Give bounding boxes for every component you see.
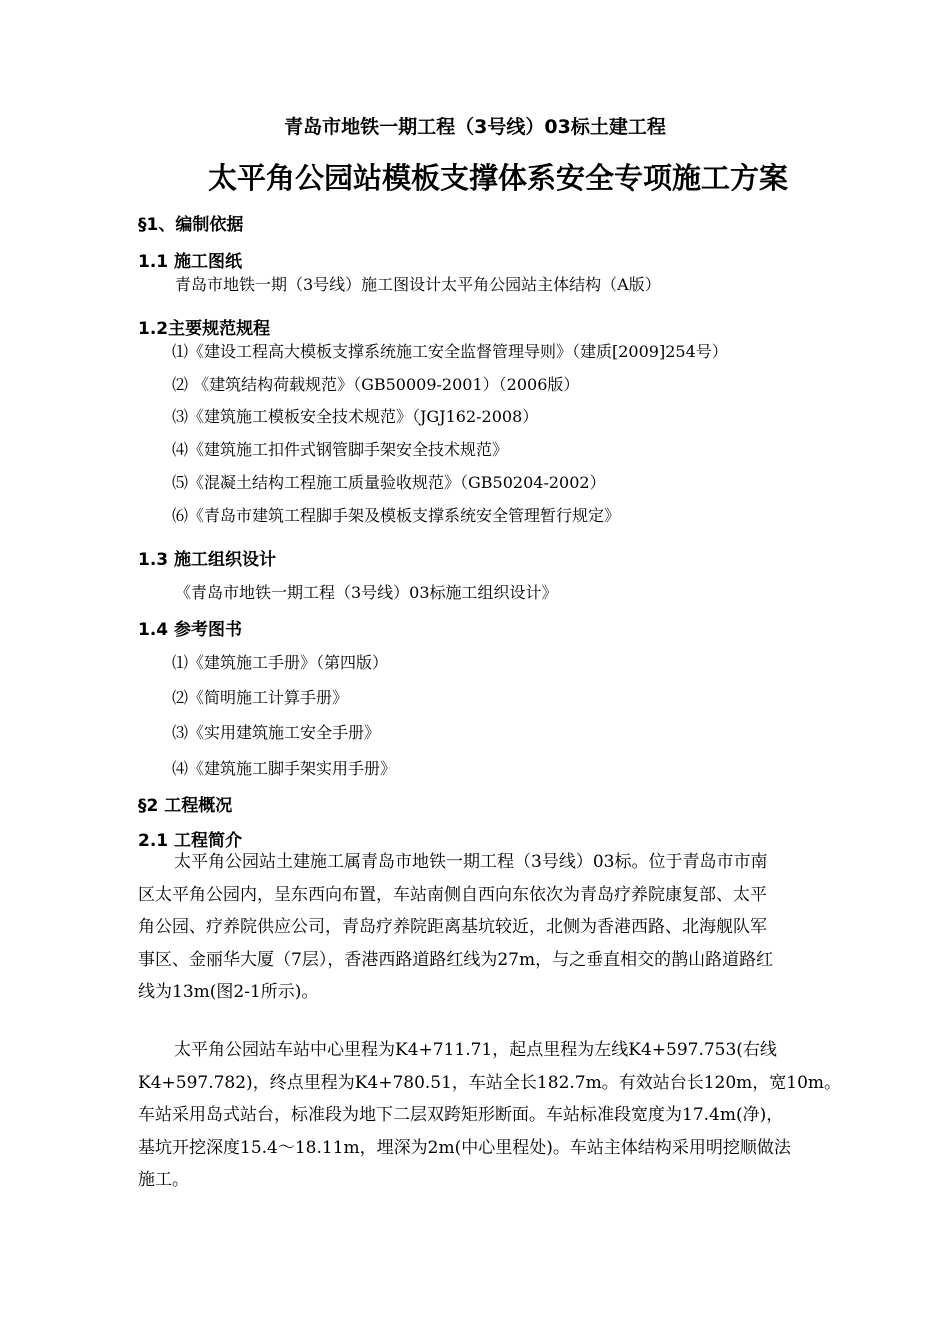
list-item: ⑵ 《建筑结构荷载规范》（GB50009-2001）（2006版） (172, 375, 580, 394)
list-item: ⑸《混凝土结构工程施工质量验收规范》（GB50204-2002） (172, 473, 606, 492)
list-item: ⑷《建筑施工扣件式钢管脚手架安全技术规范》 (172, 440, 509, 459)
list-item: ⑹《青岛市建筑工程脚手架及模板支撑系统安全管理暂行规定》 (172, 506, 621, 525)
document-title: 太平角公园站模板支撑体系安全专项施工方案 (207, 161, 788, 195)
section-1-2-heading: 1.2主要规范规程 (138, 319, 271, 339)
project-intro-paragraph-1 (138, 846, 858, 1009)
section-2-heading: §2 工程概况 (138, 796, 233, 816)
section-1-3-heading: 1.3 施工组织设计 (138, 550, 277, 570)
drawing-reference-text: 青岛市地铁一期（3号线）施工图设计太平角公园站主体结构（A版） (175, 275, 661, 294)
section-1-heading: §1、编制依据 (138, 215, 244, 235)
construction-design-text: 《青岛市地铁一期工程（3号线）03标施工组织设计》 (175, 583, 558, 602)
section-1-4-heading: 1.4 参考图书 (138, 620, 243, 640)
list-item: ⑴《建筑施工手册》（第四版） (172, 653, 389, 672)
section-1-1-heading: 1.1 施工图纸 (138, 252, 243, 272)
paragraph-line: 太平角公园站车站中心里程为K4+711.71，起点里程为左线K4+597.753(右线 (174, 1040, 777, 1060)
paragraph-line: 事区、金丽华大厦（7层），香港西路道路红线为27m，与之垂直相交的鹊山路道路红 (138, 949, 774, 970)
list-item: ⑶《实用建筑施工安全手册》 (172, 723, 381, 742)
list-item: ⑵《简明施工计算手册》 (172, 688, 349, 707)
document-subtitle: 青岛市地铁一期工程（3号线）03标土建工程 (284, 116, 666, 138)
paragraph-line: K4+597.782)，终点里程为K4+780.51，车站全长182.7m。有效站台长120m，宽10m。 (138, 1072, 842, 1093)
paragraph-line: 基坑开挖深度15.4～18.11m，埋深为2m(中心里程处)。车站主体结构采用明挖顺做法 (138, 1137, 791, 1158)
list-item: ⑶《建筑施工模板安全技术规范》（JGJ162-2008） (172, 407, 539, 426)
list-item: ⑷《建筑施工脚手架实用手册》 (172, 759, 397, 778)
section-2-1-heading: 2.1 工程简介 (138, 831, 243, 851)
paragraph-line: 区太平角公园内，呈东西向布置，车站南侧自西向东依次为青岛疗养院康复部、太平 (138, 884, 767, 905)
project-intro-paragraph-2 (138, 1034, 858, 1197)
paragraph-line: 线为13m(图2-1所示)。 (138, 982, 319, 1002)
paragraph-line: 角公园、疗养院供应公司，青岛疗养院距离基坑较近，北侧为香港西路、北海舰队军 (138, 917, 767, 937)
paragraph-line: 太平角公园站土建施工属青岛市地铁一期工程（3号线）03标。位于青岛市市南 (174, 852, 768, 872)
paragraph-line: 车站采用岛式站台，标准段为地下二层双跨矩形断面。车站标准段宽度为17.4m(净)， (138, 1105, 784, 1125)
list-item: ⑴《建设工程高大模板支撑系统施工安全监督管理导则》（建质[2009]254号） (172, 342, 728, 361)
paragraph-line: 施工。 (138, 1170, 189, 1190)
